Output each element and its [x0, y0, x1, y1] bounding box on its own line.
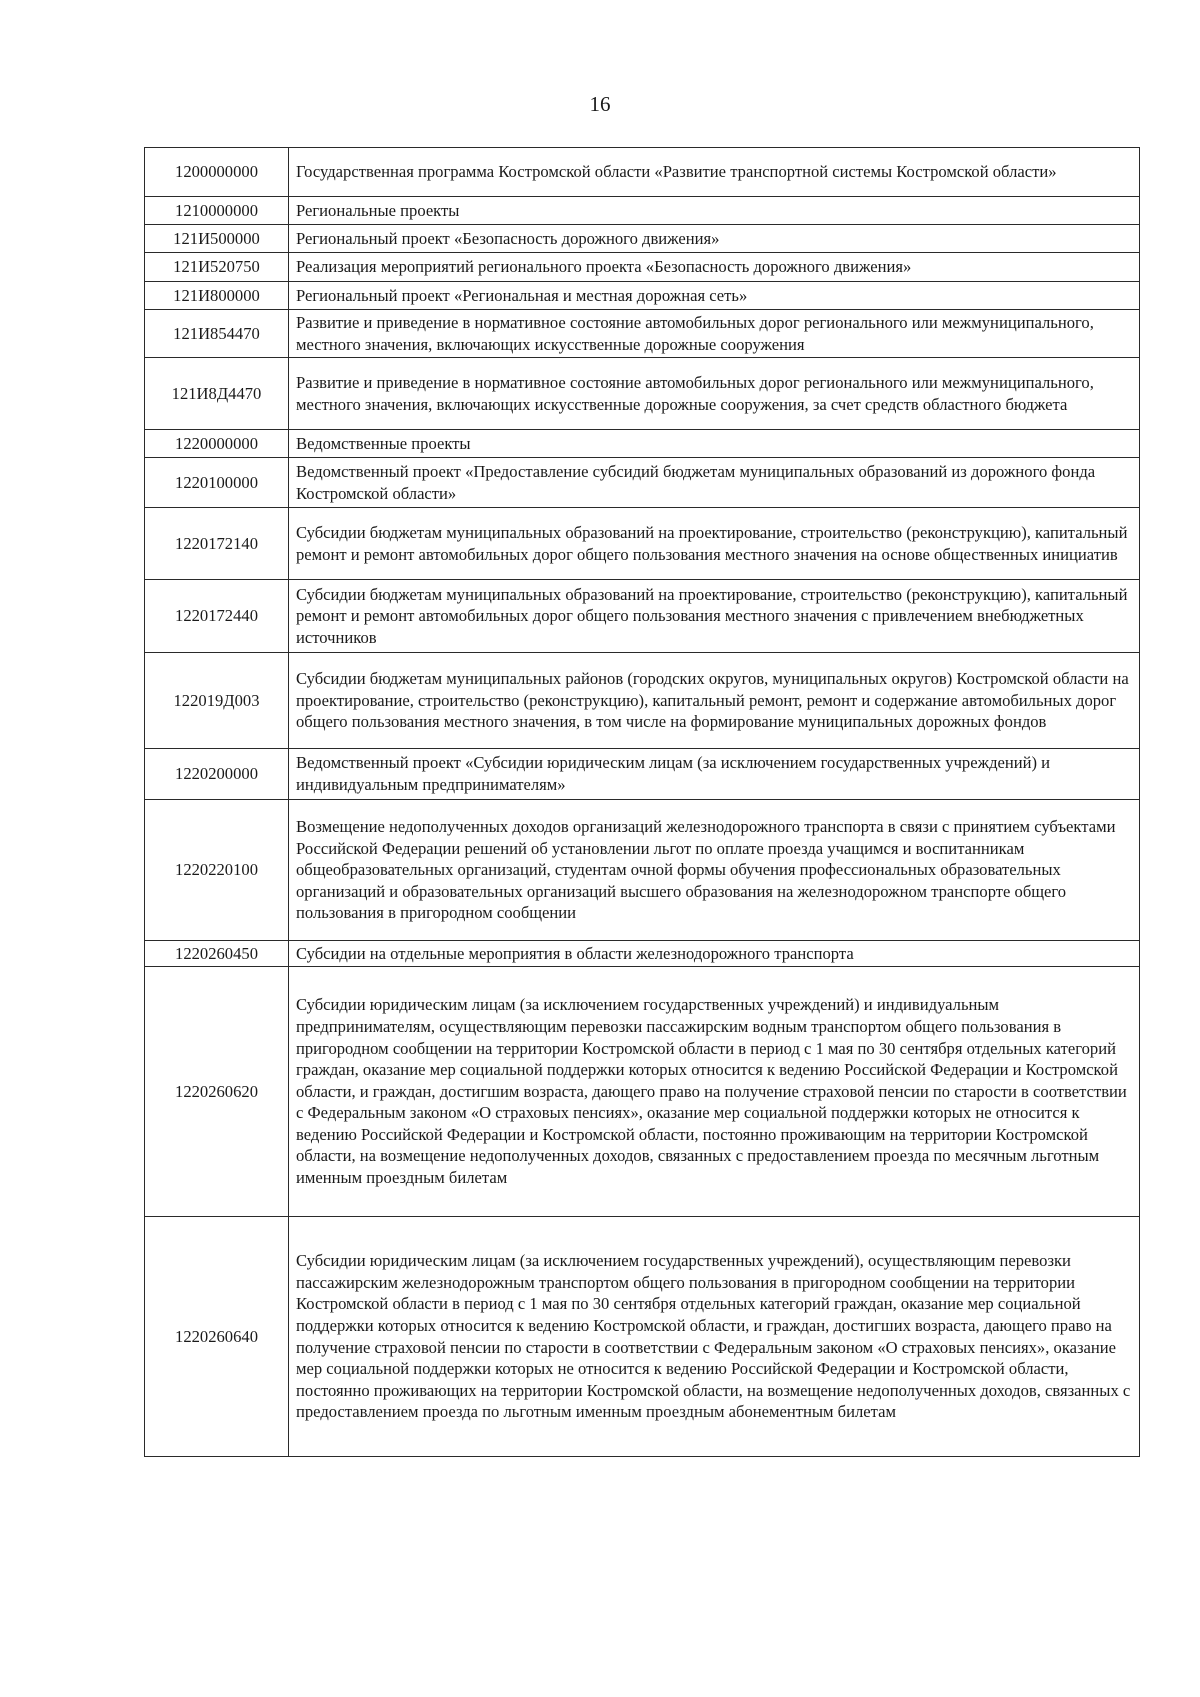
- table-row: [145, 967, 1140, 1217]
- table-row: [145, 358, 1140, 430]
- table-row: [145, 580, 1140, 653]
- row-code: 122019Д003: [145, 653, 289, 749]
- row-description: Ведомственный проект «Предоставление субсидий бюджетам муниципальных образований из дорожного фонда Костромской области»: [289, 458, 1140, 508]
- row-description: Реализация мероприятий регионального проекта «Безопасность дорожного движения»: [289, 253, 1140, 282]
- row-code: 121И520750: [145, 253, 289, 282]
- row-description: Субсидии на отдельные мероприятия в области железнодорожного транспорта: [289, 941, 1140, 967]
- budget-classification-table: [144, 147, 1140, 1457]
- table-row: [145, 148, 1140, 197]
- row-code: 121И500000: [145, 225, 289, 253]
- table-row: [145, 653, 1140, 749]
- row-description: Государственная программа Костромской области «Развитие транспортной системы Костромской области»: [289, 148, 1140, 197]
- table-row: [145, 310, 1140, 358]
- row-description: Ведомственный проект «Субсидии юридическим лицам (за исключением государственных учреждений) и индивидуальным предпринимателям»: [289, 749, 1140, 800]
- row-description: Субсидии бюджетам муниципальных образований на проектирование, строительство (реконструкцию), капитальный ремонт и ремонт автомобильных дорог общего пользования местного значения на основе общественных инициатив: [289, 508, 1140, 580]
- row-description: Развитие и приведение в нормативное состояние автомобильных дорог регионального или межмуниципального, местного значения, включающих искусственные дорожные сооружения, за счет средств областного бюджета: [289, 358, 1140, 430]
- table-row: [145, 225, 1140, 253]
- row-description: Региональный проект «Безопасность дорожного движения»: [289, 225, 1140, 253]
- table-row: [145, 508, 1140, 580]
- row-code: 1220220100: [145, 800, 289, 941]
- row-description: Региональные проекты: [289, 197, 1140, 225]
- row-code: 1220172140: [145, 508, 289, 580]
- row-code: 1220260450: [145, 941, 289, 967]
- row-description: Возмещение недополученных доходов организаций железнодорожного транспорта в связи с принятием субъектами Российской Федерации решений об установлении льгот по оплате проезда учащимся и воспитанникам общеобразовательных организаций, студентам очной формы обучения профессиональных образовательных организаций и образовательных организаций высшего образования на железнодорожном транспорте общего пользования в пригородном сообщении: [289, 800, 1140, 941]
- row-code: 1220200000: [145, 749, 289, 800]
- table-row: [145, 749, 1140, 800]
- table-row: [145, 800, 1140, 941]
- table-row: [145, 197, 1140, 225]
- table-row: [145, 941, 1140, 967]
- row-code: 1210000000: [145, 197, 289, 225]
- row-code: 1220172440: [145, 580, 289, 653]
- row-code: 121И800000: [145, 282, 289, 310]
- table-row: [145, 1217, 1140, 1457]
- row-description: Субсидии бюджетам муниципальных районов (городских округов, муниципальных округов) Костромской области на проектирование, строительство (реконструкцию), капитальный ремонт, ремонт и содержание автомобильных дорог общего пользования местного значения, в том числе на формирование муниципальных дорожных фондов: [289, 653, 1140, 749]
- row-code: 1220260620: [145, 967, 289, 1217]
- table-row: [145, 253, 1140, 282]
- row-description: Субсидии юридическим лицам (за исключением государственных учреждений) и индивидуальным предпринимателям, осуществляющим перевозки пассажирским водным транспортом общего пользования в пригородном сообщении на территории Костромской области в период с 1 мая по 30 сентября отдельных категорий граждан, оказание мер социальной поддержки которых относится к ведению Российской Федерации и Костромской области, и граждан, достигшим возраста, дающего право на получение страховой пенсии по старости в соответствии с Федеральным законом «О страховых пенсиях», оказание мер социальной поддержки которых не относится к ведению Российской Федерации и Костромской области, постоянно проживающим на территории Костромской области, на возмещение недополученных доходов, связанных с предоставлением проезда по месячным льготным именным проездным билетам: [289, 967, 1140, 1217]
- row-description: Развитие и приведение в нормативное состояние автомобильных дорог регионального или межмуниципального, местного значения, включающих искусственные дорожные сооружения: [289, 310, 1140, 358]
- row-code: 1220100000: [145, 458, 289, 508]
- table-row: [145, 430, 1140, 458]
- row-code: 1200000000: [145, 148, 289, 197]
- row-code: 121И8Д4470: [145, 358, 289, 430]
- row-description: Субсидии бюджетам муниципальных образований на проектирование, строительство (реконструкцию), капитальный ремонт и ремонт автомобильных дорог общего пользования местного значения с привлечением внебюджетных источников: [289, 580, 1140, 653]
- row-code: 121И854470: [145, 310, 289, 358]
- table-row: [145, 458, 1140, 508]
- row-description: Ведомственные проекты: [289, 430, 1140, 458]
- row-code: 1220000000: [145, 430, 289, 458]
- row-code: 1220260640: [145, 1217, 289, 1457]
- row-description: Субсидии юридическим лицам (за исключением государственных учреждений), осуществляющим перевозки пассажирским железнодорожным транспортом общего пользования в пригородном сообщении на территории Костромской области в период с 1 мая по 30 сентября отдельных категорий граждан, оказание мер социальной поддержки которых относится к ведению Костромской области, и граждан, достигших возраста, дающего право на получение страховой пенсии по старости в соответствии с Федеральным законом «О страховых пенсиях», оказание мер социальной поддержки которых не относится к ведению Российской Федерации и Костромской области, постоянно проживающих на территории Костромской области, на возмещение недополученных доходов, связанных с предоставлением проезда по льготным именным проездным абонементным билетам: [289, 1217, 1140, 1457]
- page-number: 16: [589, 92, 611, 116]
- table-row: [145, 282, 1140, 310]
- row-description: Региональный проект «Региональная и местная дорожная сеть»: [289, 282, 1140, 310]
